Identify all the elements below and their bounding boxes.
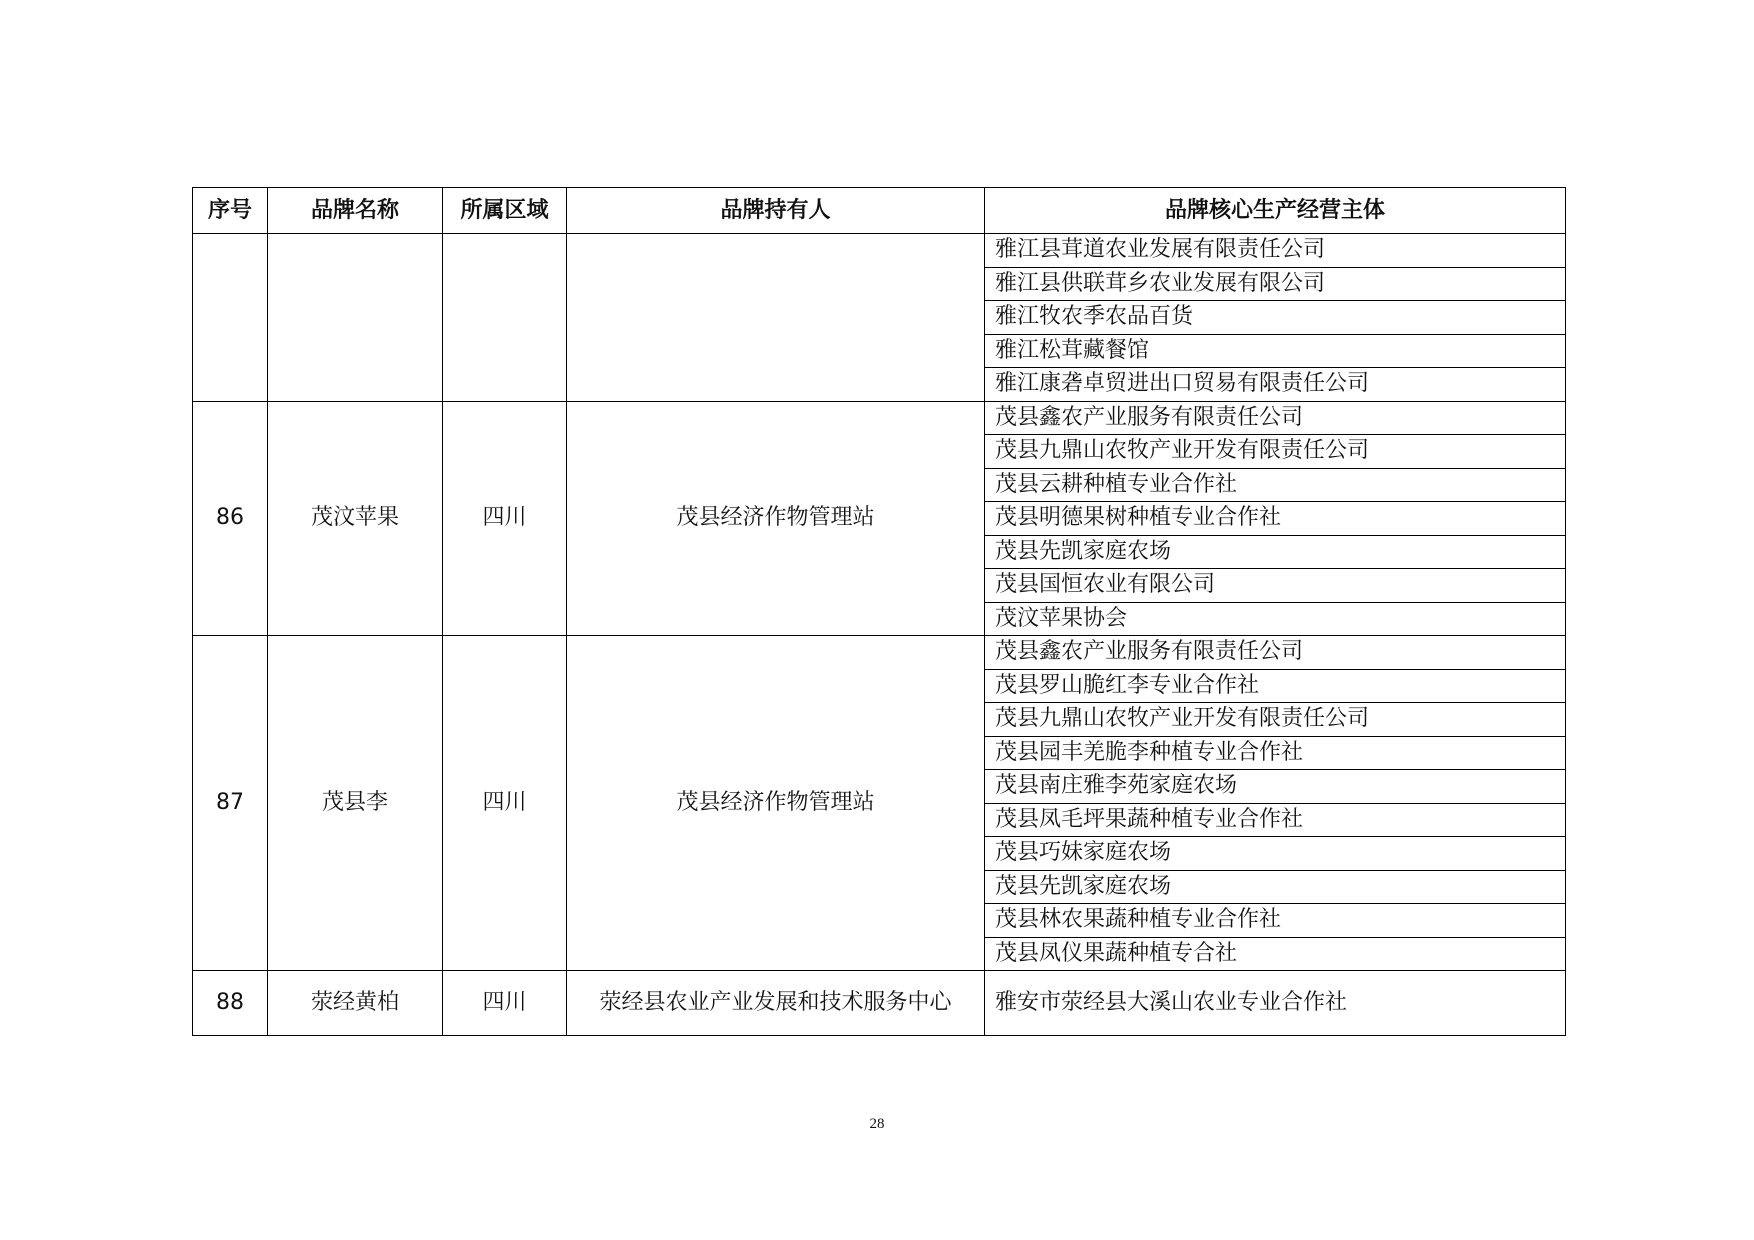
region-cell — [443, 234, 567, 402]
table-row — [193, 234, 1566, 268]
entity-cell: 茂县南庄雅李苑家庭农场 — [985, 770, 1566, 804]
serial-number-cell: 86 — [193, 401, 268, 636]
entity-cell: 雅江县供联茸乡农业发展有限公司 — [985, 267, 1566, 301]
entity-cell: 雅江县茸道农业发展有限责任公司 — [985, 234, 1566, 268]
table-row — [193, 971, 1566, 1036]
entity-cell: 茂县罗山脆红李专业合作社 — [985, 669, 1566, 703]
header-brand-holder: 品牌持有人 — [567, 188, 985, 234]
entity-cell: 茂县九鼎山农牧产业开发有限责任公司 — [985, 703, 1566, 737]
entity-cell: 茂县云耕种植专业合作社 — [985, 468, 1566, 502]
entity-cell: 茂县九鼎山农牧产业开发有限责任公司 — [985, 435, 1566, 469]
brand-holder-cell: 茂县经济作物管理站 — [567, 401, 985, 636]
entity-cell: 茂县园丰羌脆李种植专业合作社 — [985, 736, 1566, 770]
region-cell: 四川 — [443, 971, 567, 1036]
header-core-entities: 品牌核心生产经营主体 — [985, 188, 1566, 234]
entity-cell: 茂县国恒农业有限公司 — [985, 569, 1566, 603]
brand-holder-cell — [567, 234, 985, 402]
entity-cell: 雅安市荥经县大溪山农业专业合作社 — [985, 971, 1566, 1036]
region-cell: 四川 — [443, 636, 567, 971]
header-serial-number: 序号 — [193, 188, 268, 234]
entity-cell: 茂县巧妹家庭农场 — [985, 837, 1566, 871]
entity-cell: 茂县凤仪果蔬种植专合社 — [985, 937, 1566, 971]
page-number: 28 — [869, 1116, 885, 1132]
entity-cell: 茂县明德果树种植专业合作社 — [985, 502, 1566, 536]
table-row — [193, 636, 1566, 670]
brand-name-cell: 荥经黄柏 — [268, 971, 443, 1036]
brand-table — [192, 187, 1566, 1036]
brand-holder-cell: 茂县经济作物管理站 — [567, 636, 985, 971]
entity-cell: 雅江牧农季农品百货 — [985, 301, 1566, 335]
header-row — [193, 188, 1566, 234]
entity-cell: 茂汶苹果协会 — [985, 602, 1566, 636]
region-cell: 四川 — [443, 401, 567, 636]
brand-holder-cell: 荥经县农业产业发展和技术服务中心 — [567, 971, 985, 1036]
serial-number-cell — [193, 234, 268, 402]
entity-cell: 茂县鑫农产业服务有限责任公司 — [985, 401, 1566, 435]
brand-name-cell — [268, 234, 443, 402]
header-brand-name: 品牌名称 — [268, 188, 443, 234]
brand-name-cell: 茂县李 — [268, 636, 443, 971]
entity-cell: 茂县凤毛坪果蔬种植专业合作社 — [985, 803, 1566, 837]
entity-cell: 茂县先凯家庭农场 — [985, 535, 1566, 569]
entity-cell: 雅江康砻卓贸进出口贸易有限责任公司 — [985, 368, 1566, 402]
entity-cell: 雅江松茸藏餐馆 — [985, 334, 1566, 368]
serial-number-cell: 88 — [193, 971, 268, 1036]
table-row — [193, 401, 1566, 435]
entity-cell: 茂县林农果蔬种植专业合作社 — [985, 904, 1566, 938]
serial-number-cell: 87 — [193, 636, 268, 971]
brand-name-cell: 茂汶苹果 — [268, 401, 443, 636]
entity-cell: 茂县鑫农产业服务有限责任公司 — [985, 636, 1566, 670]
table-body — [193, 234, 1566, 1036]
header-region: 所属区域 — [443, 188, 567, 234]
entity-cell: 茂县先凯家庭农场 — [985, 870, 1566, 904]
